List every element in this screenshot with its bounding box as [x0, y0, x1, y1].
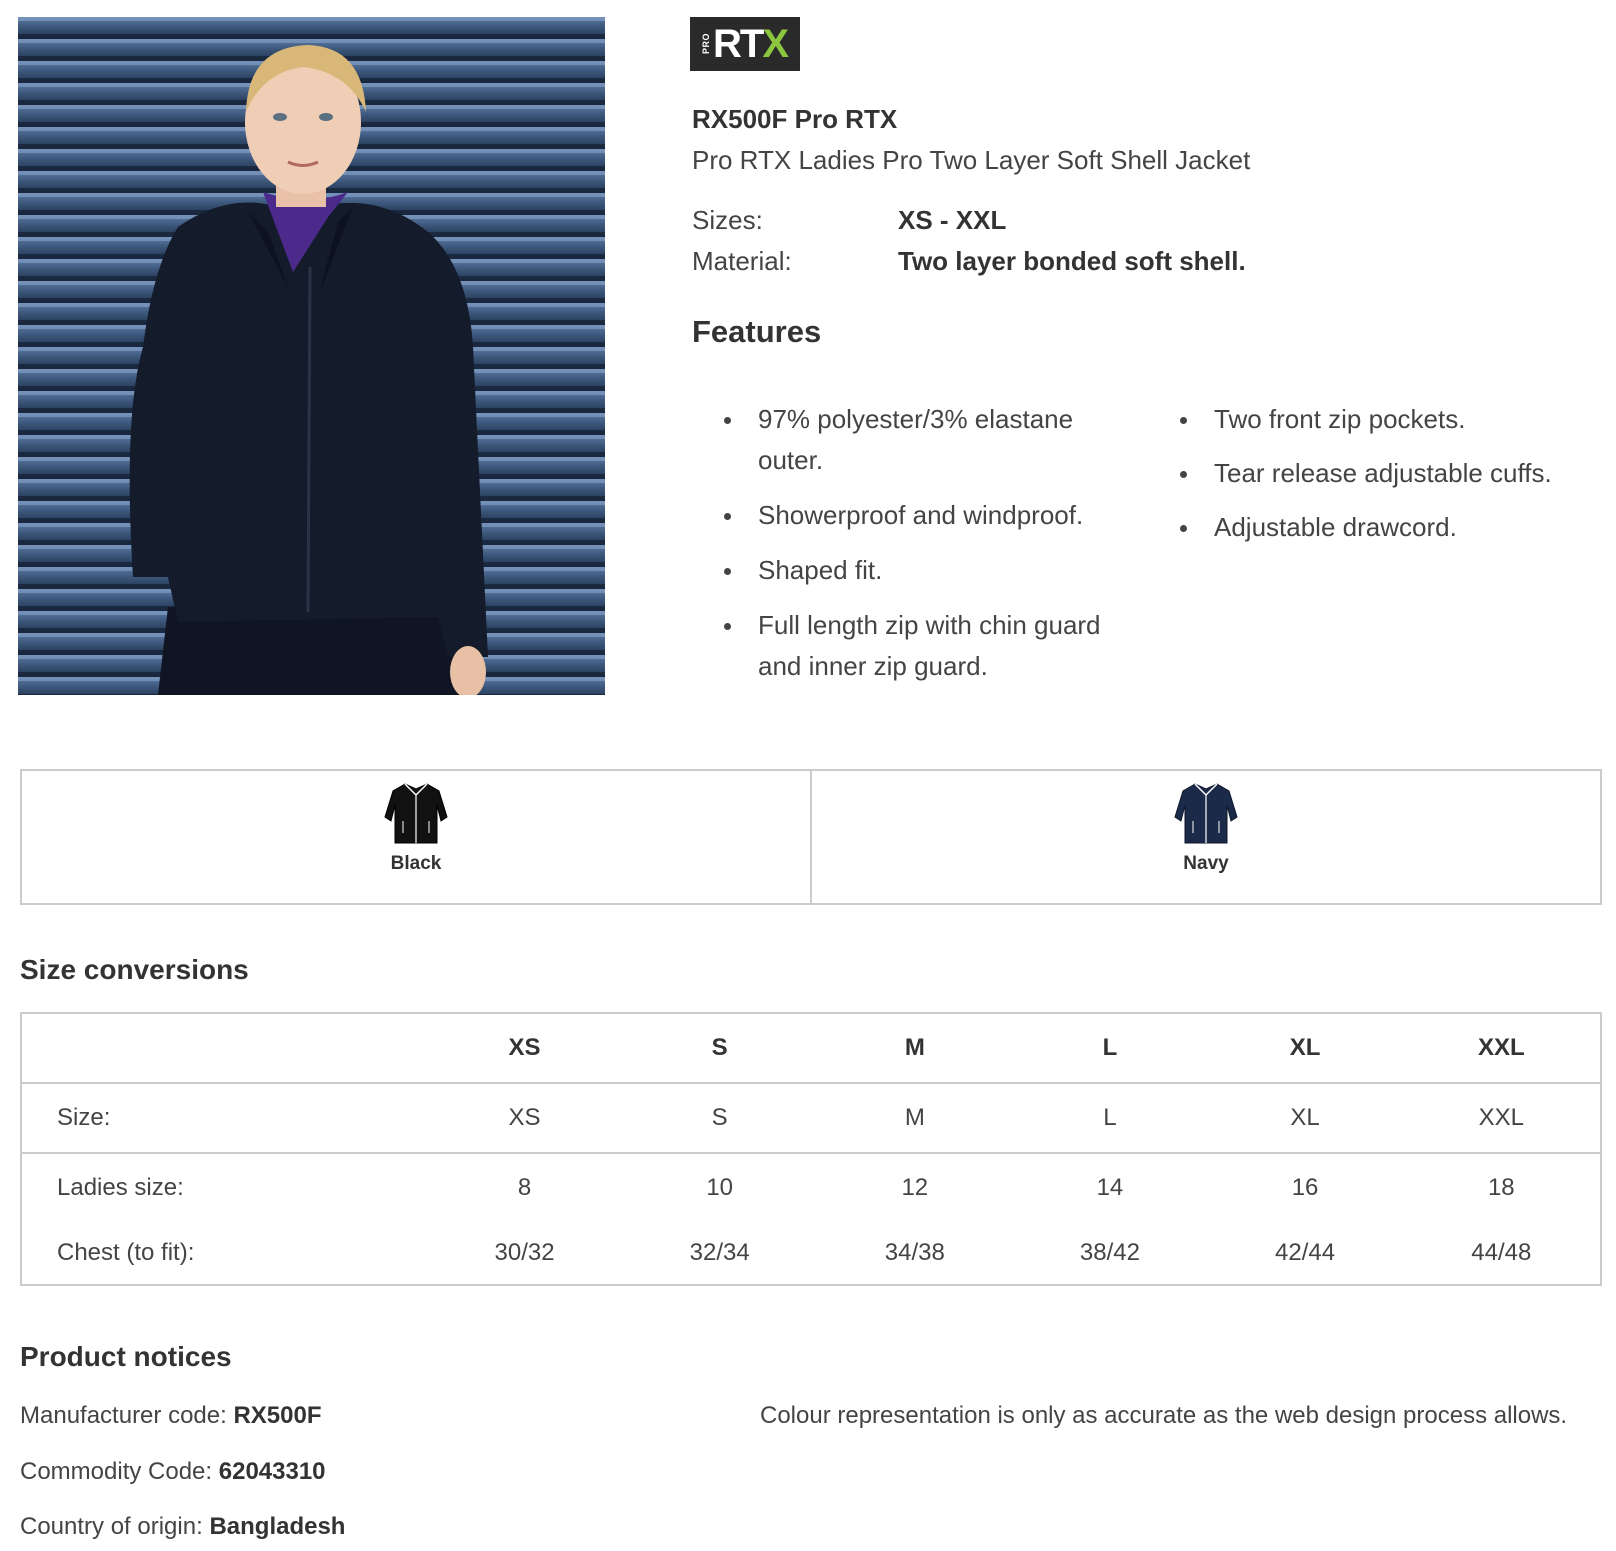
row-label: Size: [21, 1083, 427, 1153]
table-header-cell: L [1102, 1034, 1118, 1061]
table-cell: 14 [1096, 1174, 1124, 1201]
feature-item: Adjustable drawcord. [1180, 507, 1600, 548]
feature-item: 97% polyester/3% elastane outer. [724, 399, 1144, 481]
table-cell: 32/34 [689, 1239, 750, 1266]
product-code: RX500F Pro RTX [692, 104, 898, 134]
size-conversions-heading: Size conversions [20, 954, 249, 985]
feature-item: Tear release adjustable cuffs. [1180, 453, 1600, 494]
table-cell: 34/38 [884, 1239, 945, 1266]
table-cell: XS [427, 1083, 622, 1153]
material-value: Two layer bonded soft shell. [898, 246, 1246, 276]
features-list-right [1180, 399, 1600, 561]
commodity-code-label: Commodity Code: [20, 1458, 213, 1485]
table-cell: 10 [706, 1174, 734, 1201]
table-cell: 8 [517, 1174, 532, 1201]
table-header-cell: S [711, 1034, 728, 1061]
feature-item: Two front zip pockets. [1180, 399, 1600, 440]
colour-representation-note: Colour representation is only as accurate as the web design process allows. [760, 1402, 1568, 1429]
table-row [21, 1222, 1601, 1285]
manufacturer-code-value: RX500F [233, 1402, 322, 1429]
table-row [21, 1153, 1601, 1222]
features-list-left [724, 399, 1144, 701]
colour-option-black[interactable] [22, 771, 810, 903]
colour-name-black: Black [390, 853, 442, 874]
manufacturer-code-label: Manufacturer code: [20, 1402, 227, 1429]
table-header-cell [21, 1013, 427, 1083]
table-header-cell: XXL [1477, 1034, 1525, 1061]
table-cell: L [1012, 1083, 1207, 1153]
table-header-cell: XS [508, 1034, 541, 1061]
manufacturer-code [20, 1402, 322, 1430]
table-cell: 30/32 [494, 1239, 555, 1266]
material-label: Material: [692, 246, 792, 276]
features-heading: Features [692, 314, 822, 349]
table-header-row [21, 1013, 1601, 1083]
feature-item: Full length zip with chin guard and inner zip guard. [724, 605, 1144, 687]
row-label: Chest (to fit): [57, 1239, 195, 1266]
colour-name-navy: Navy [1183, 853, 1229, 874]
colour-option-navy[interactable] [810, 771, 1600, 903]
country-of-origin-value: Bangladesh [209, 1513, 346, 1540]
table-cell: 44/48 [1471, 1239, 1532, 1266]
jacket-black-icon [383, 781, 449, 845]
table-cell: 42/44 [1275, 1239, 1336, 1266]
model-wearing-jacket-image [18, 17, 605, 695]
table-cell: S [622, 1083, 817, 1153]
table-cell: M [817, 1083, 1012, 1153]
logo-pro-text: PRO [700, 33, 711, 55]
product-photo [18, 17, 605, 695]
product-notices-heading: Product notices [20, 1341, 232, 1372]
country-of-origin-label: Country of origin: [20, 1513, 203, 1540]
product-name: Pro RTX Ladies Pro Two Layer Soft Shell Jacket [692, 145, 1251, 175]
row-label: Ladies size: [57, 1174, 184, 1201]
feature-item: Showerproof and windproof. [724, 495, 1144, 536]
table-cell: XXL [1403, 1083, 1601, 1153]
commodity-code [20, 1458, 326, 1486]
table-cell: 12 [901, 1174, 929, 1201]
table-cell: 18 [1487, 1174, 1515, 1201]
table-header-cell: XL [1289, 1034, 1321, 1061]
table-cell: 16 [1291, 1174, 1319, 1201]
logo-rt-text: RT [712, 22, 763, 66]
table-row [21, 1083, 1601, 1153]
logo-x-text: X [762, 22, 789, 66]
feature-item: Shaped fit. [724, 550, 1144, 591]
pro-rtx-logo [690, 17, 800, 71]
country-of-origin [20, 1513, 345, 1541]
sizes-value: XS - XXL [898, 205, 1007, 235]
table-header-cell: M [904, 1034, 925, 1061]
size-conversions-table [20, 1012, 1602, 1286]
jacket-navy-icon [1173, 781, 1239, 845]
commodity-code-value: 62043310 [218, 1458, 326, 1485]
table-cell: XL [1208, 1083, 1403, 1153]
sizes-label: Sizes: [692, 205, 763, 235]
table-cell: 38/42 [1079, 1239, 1140, 1266]
colour-options [20, 769, 1602, 905]
